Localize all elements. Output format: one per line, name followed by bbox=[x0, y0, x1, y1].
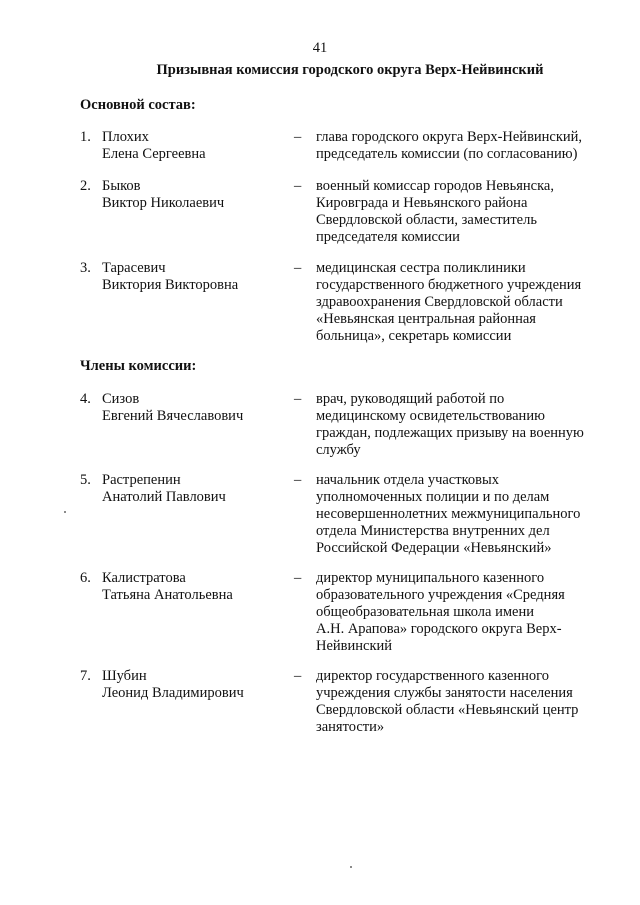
member-given-names: Елена Сергеевна bbox=[102, 146, 206, 162]
member-dash: – bbox=[294, 178, 302, 194]
member-role bbox=[316, 260, 611, 345]
role-line: председателя комиссии bbox=[316, 229, 460, 245]
member-surname: Растрепенин bbox=[102, 472, 181, 488]
member-given-names: Виктор Николаевич bbox=[102, 195, 225, 211]
member-name bbox=[102, 129, 292, 163]
member-name bbox=[102, 178, 292, 212]
role-line: Кировграда и Невьянского района bbox=[316, 195, 528, 211]
section-heading-main: Основной состав: bbox=[80, 97, 196, 113]
member-role bbox=[316, 570, 611, 655]
role-line: учреждения службы занятости населения bbox=[316, 685, 573, 701]
member-number: 1. bbox=[80, 129, 91, 145]
role-line: Свердловской области «Невьянский центр bbox=[316, 702, 579, 718]
member-dash: – bbox=[294, 260, 302, 276]
member-name bbox=[102, 260, 292, 294]
member-number: 4. bbox=[80, 391, 91, 407]
member-dash: – bbox=[294, 570, 302, 586]
member-surname: Тарасевич bbox=[102, 260, 166, 276]
member-number: 7. bbox=[80, 668, 91, 684]
member-role bbox=[316, 668, 611, 736]
document-title: Призывная комиссия городского округа Верх-Нейвинский bbox=[156, 62, 544, 78]
role-line: директор муниципального казенного bbox=[316, 570, 545, 586]
member-surname: Плохих bbox=[102, 129, 149, 145]
member-surname: Быков bbox=[102, 178, 141, 194]
member-role bbox=[316, 391, 611, 459]
role-line: директор государственного казенного bbox=[316, 668, 550, 684]
member-role bbox=[316, 472, 611, 557]
member-name bbox=[102, 391, 292, 425]
role-line: несовершеннолетних межмуниципального bbox=[316, 506, 581, 522]
role-line: граждан, подлежащих призыву на военную bbox=[316, 425, 584, 441]
role-line: больница», секретарь комиссии bbox=[316, 328, 512, 344]
role-line: Свердловской области, заместитель bbox=[316, 212, 537, 228]
member-number: 2. bbox=[80, 178, 91, 194]
role-line: медицинская сестра поликлиники bbox=[316, 260, 526, 276]
member-dash: – bbox=[294, 129, 302, 145]
member-given-names: Леонид Владимирович bbox=[102, 685, 244, 701]
member-surname: Калистратова bbox=[102, 570, 186, 586]
role-line: занятости» bbox=[316, 719, 385, 735]
member-role bbox=[316, 129, 611, 163]
role-line: образовательного учреждения «Средняя bbox=[316, 587, 565, 603]
member-surname: Сизов bbox=[102, 391, 140, 407]
member-name bbox=[102, 472, 292, 506]
member-dash: – bbox=[294, 472, 302, 488]
member-given-names: Виктория Викторовна bbox=[102, 277, 239, 293]
scan-speck bbox=[64, 511, 66, 513]
role-line: А.Н. Арапова» городского округа Верх- bbox=[316, 621, 562, 637]
role-line: Нейвинский bbox=[316, 638, 393, 654]
role-line: здравоохранения Свердловской области bbox=[316, 294, 563, 310]
member-number: 6. bbox=[80, 570, 91, 586]
role-line: глава городского округа Верх-Нейвинский, bbox=[316, 129, 583, 145]
role-line: медицинскому освидетельствованию bbox=[316, 408, 545, 424]
member-given-names: Евгений Вячеславович bbox=[102, 408, 244, 424]
role-line: отдела Министерства внутренних дел bbox=[316, 523, 550, 539]
scan-speck bbox=[350, 866, 352, 868]
role-line: начальник отдела участковых bbox=[316, 472, 499, 488]
page-number: 41 bbox=[312, 40, 328, 56]
section-heading-members: Члены комиссии: bbox=[80, 358, 197, 374]
role-line: государственного бюджетного учреждения bbox=[316, 277, 582, 293]
role-line: председатель комиссии (по согласованию) bbox=[316, 146, 578, 162]
member-name bbox=[102, 570, 292, 604]
role-line: службу bbox=[316, 442, 361, 458]
member-dash: – bbox=[294, 391, 302, 407]
member-name bbox=[102, 668, 292, 702]
role-line: Российской Федерации «Невьянский» bbox=[316, 540, 552, 556]
member-surname: Шубин bbox=[102, 668, 147, 684]
member-given-names: Анатолий Павлович bbox=[102, 489, 226, 505]
member-number: 5. bbox=[80, 472, 91, 488]
member-dash: – bbox=[294, 668, 302, 684]
member-number: 3. bbox=[80, 260, 91, 276]
role-line: «Невьянская центральная районная bbox=[316, 311, 536, 327]
role-line: общеобразовательная школа имени bbox=[316, 604, 534, 620]
role-line: военный комиссар городов Невьянска, bbox=[316, 178, 554, 194]
member-role bbox=[316, 178, 611, 246]
role-line: врач, руководящий работой по bbox=[316, 391, 505, 407]
role-line: уполномоченных полиции и по делам bbox=[316, 489, 550, 505]
member-given-names: Татьяна Анатольевна bbox=[102, 587, 233, 603]
